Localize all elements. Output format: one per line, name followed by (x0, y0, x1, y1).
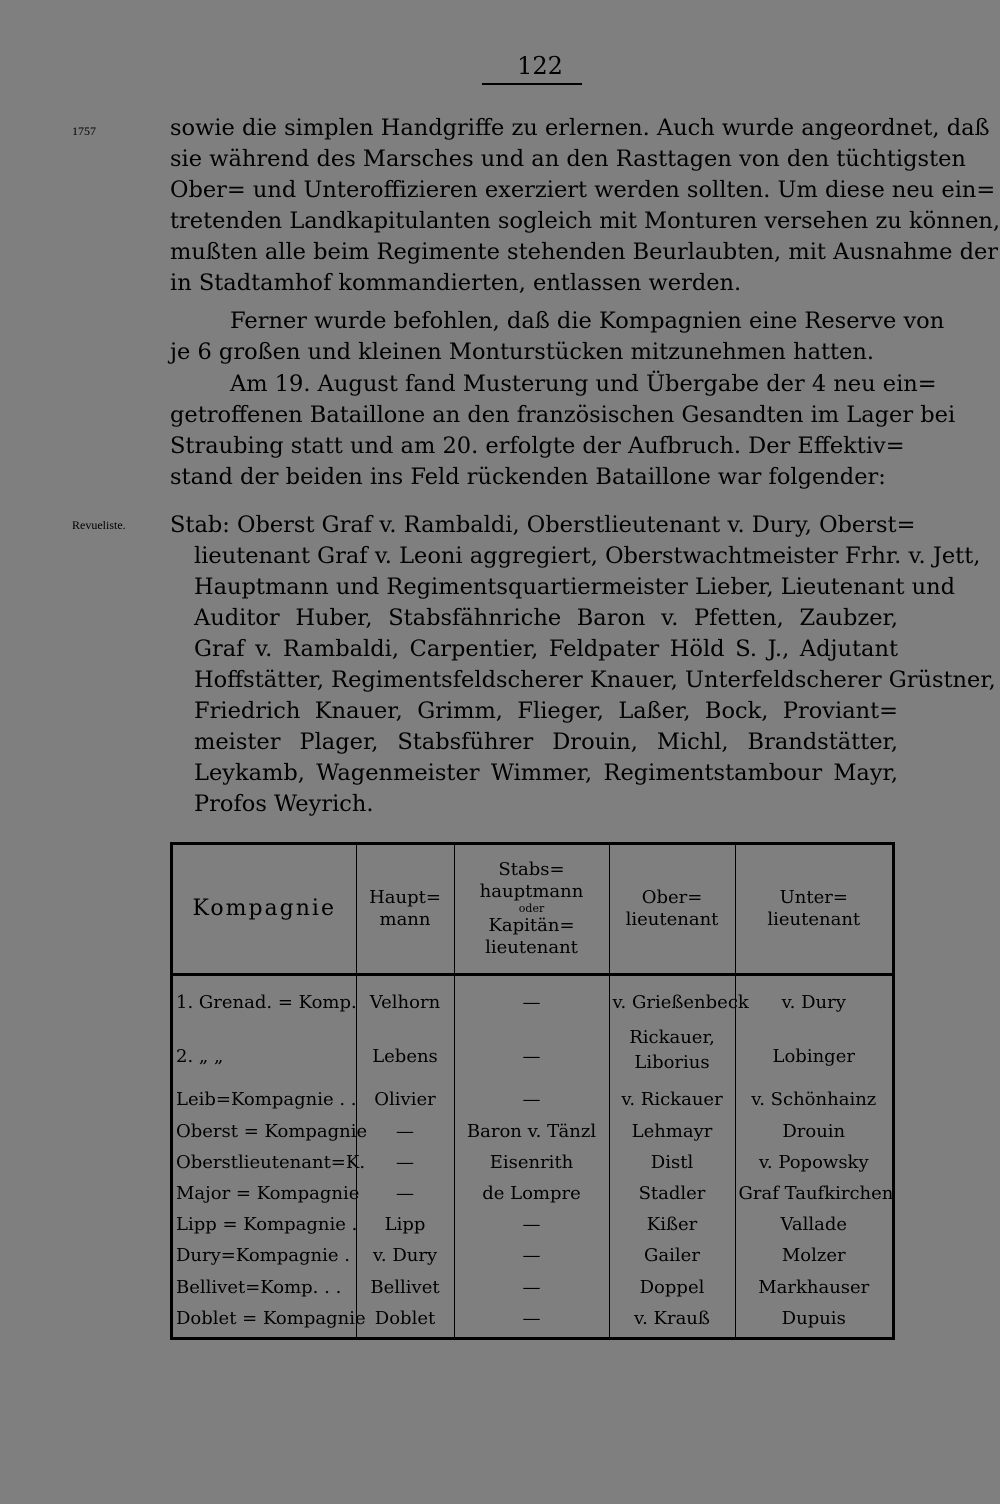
cell-kompagnie: Dury=Kompagnie . (176, 1245, 350, 1267)
header-text: Unter= (779, 887, 848, 908)
header-text: lieutenant (485, 937, 578, 958)
table-header-row (173, 845, 892, 975)
header-text: oder (518, 902, 545, 915)
cell-unterlieutenant: v. Dury (735, 975, 892, 1026)
table-row (173, 1212, 892, 1243)
cell-text: Stadler (638, 1182, 706, 1204)
staff-line: Stab: Oberst Graf v. Rambaldi, Oberstlieutenant v. Dury, Oberst= (170, 512, 916, 538)
cell-stabshauptmann: Baron v. Tänzl (454, 1119, 609, 1150)
cell-kompagnie: Lipp = Kompagnie . (176, 1214, 358, 1236)
text-line: getroffenen Bataillone an den französischen Gesandten im Lager bei (170, 402, 956, 428)
header-text: Kapitän= (488, 915, 575, 936)
cell-hauptmann: Lipp (356, 1212, 454, 1243)
cell-oberlieutenant (609, 1087, 735, 1118)
table-row (173, 1306, 892, 1337)
cell-stabshauptmann: — (454, 975, 609, 1026)
cell-text: v. Grießenbeck (612, 992, 749, 1013)
staff-line: Auditor Huber, Stabsfähnriche Baron v. Pfetten, Zaubzer, (194, 605, 898, 631)
text-line: Straubing statt und am 20. erfolgte der Aufbruch. Der Effektiv= (170, 433, 905, 459)
paragraph-1 (170, 113, 1000, 299)
text-line: Ferner wurde befohlen, daß die Kompagnien eine Reserve von (230, 308, 945, 334)
cell-unterlieutenant: Molzer (735, 1243, 892, 1274)
cell-unterlieutenant: Drouin (735, 1119, 892, 1150)
cell-text: v. Rickauer (621, 1089, 723, 1111)
header-text: lieutenant (767, 909, 861, 930)
table-row (173, 975, 892, 1026)
staff-line: Leykamb, Wagenmeister Wimmer, Regimentstambour Mayr, (194, 760, 898, 786)
staff-line: Profos Weyrich. (194, 791, 374, 817)
cell-unterlieutenant: Markhauser (735, 1275, 892, 1306)
paragraph-2 (170, 306, 945, 368)
cell-hauptmann: Velhorn (356, 975, 454, 1026)
header-oberlieutenant (609, 845, 735, 975)
header-text: Stabs= (498, 859, 565, 880)
cell-oberlieutenant (609, 1181, 735, 1212)
cell-kompagnie: Bellivet=Komp. . . (176, 1276, 342, 1298)
table-row (173, 1275, 892, 1306)
text-line: in Stadtamhof kommandierten, entlassen werden. (170, 270, 742, 296)
cell-hauptmann: — (356, 1150, 454, 1181)
header-text: hauptmann (479, 881, 584, 902)
cell-kompagnie: 2. „ „ (176, 1045, 224, 1067)
text-line: je 6 großen und kleinen Monturstücken mitzunehmen hatten. (170, 339, 875, 365)
cell-stabshauptmann: Eisenrith (454, 1150, 609, 1181)
table-row (173, 1025, 892, 1087)
staff-line: meister Plager, Stabsführer Drouin, Michl, Brandstätter, (194, 729, 898, 755)
cell-text: Liborius (634, 1052, 710, 1074)
table-row (173, 1119, 892, 1150)
text-line: mußten alle beim Regimente stehenden Beurlaubten, mit Ausnahme der (170, 239, 999, 265)
cell-hauptmann: Lebens (356, 1025, 454, 1087)
cell-kompagnie: Major = Kompagnie (176, 1182, 360, 1204)
cell-oberlieutenant (609, 1243, 735, 1274)
margin-note-source: Revueliste. (72, 518, 126, 532)
cell-unterlieutenant: Dupuis (735, 1306, 892, 1337)
text-line: Ober= und Unteroffizieren exerziert werden sollten. Um diese neu ein= (170, 177, 996, 203)
company-table-grid (173, 845, 892, 1337)
cell-unterlieutenant: Lobinger (735, 1025, 892, 1087)
cell-hauptmann: Doblet (356, 1306, 454, 1337)
cell-kompagnie: Oberstlieutenant=K. (176, 1151, 366, 1173)
staff-line: Hoffstätter, Regimentsfeldscherer Knauer, Unterfeldscherer Grüstner, (194, 667, 996, 693)
staff-line: lieutenant Graf v. Leoni aggregiert, Oberstwachtmeister Frhr. v. Jett, (194, 543, 981, 569)
cell-hauptmann: v. Dury (356, 1243, 454, 1274)
text-line: stand der beiden ins Feld rückenden Bataillone war folgender: (170, 464, 886, 490)
header-unterlieutenant (735, 845, 892, 975)
cell-oberlieutenant (609, 1212, 735, 1243)
cell-kompagnie: Leib=Kompagnie . . (176, 1089, 357, 1111)
cell-stabshauptmann: de Lompre (454, 1181, 609, 1212)
staff-line: Friedrich Knauer, Grimm, Flieger, Laßer, Bock, Proviant= (194, 698, 898, 724)
cell-kompagnie: Doblet = Kompagnie (176, 1307, 366, 1329)
company-table (170, 842, 895, 1340)
header-kompagnie: Kompagnie (173, 845, 356, 975)
cell-stabshauptmann: — (454, 1275, 609, 1306)
cell-kompagnie: 1. Grenad. = Komp. (176, 992, 357, 1013)
cell-oberlieutenant (609, 1119, 735, 1150)
cell-stabshauptmann: — (454, 1306, 609, 1337)
cell-stabshauptmann: — (454, 1025, 609, 1087)
header-rule (482, 83, 582, 85)
cell-stabshauptmann: — (454, 1087, 609, 1118)
page-number: 122 (517, 52, 563, 80)
cell-hauptmann: — (356, 1119, 454, 1150)
text-line: tretenden Landkapitulanten sogleich mit Monturen versehen zu können, (170, 208, 1000, 234)
cell-text: v. Krauß (634, 1307, 710, 1329)
text-line: sowie die simplen Handgriffe zu erlernen. Auch wurde angeordnet, daß (170, 115, 990, 141)
staff-line: Hauptmann und Regimentsquartiermeister Lieber, Lieutenant und (194, 574, 956, 600)
cell-hauptmann: — (356, 1181, 454, 1212)
cell-oberlieutenant (609, 1150, 735, 1181)
staff-line: Graf v. Rambaldi, Carpentier, Feldpater Höld S. J., Adjutant (194, 636, 898, 662)
cell-oberlieutenant (609, 975, 749, 1026)
cell-kompagnie: Oberst = Kompagnie (176, 1120, 368, 1142)
cell-oberlieutenant (609, 1275, 735, 1306)
cell-stabshauptmann: — (454, 1212, 609, 1243)
cell-text: Distl (650, 1151, 694, 1173)
margin-note-year: 1757 (72, 124, 96, 138)
table-row (173, 1243, 892, 1274)
cell-unterlieutenant: v. Schönhainz (735, 1087, 892, 1118)
text-line: sie während des Marsches und an den Rasttagen von den tüchtigsten (170, 146, 966, 172)
staff-list (170, 510, 996, 820)
cell-text: Kißer (646, 1214, 698, 1236)
cell-unterlieutenant: Graf Taufkirchen (735, 1181, 892, 1212)
header-stabshauptmann (454, 845, 609, 975)
header-text: lieutenant (625, 909, 719, 930)
cell-text: Doppel (639, 1276, 705, 1298)
cell-stabshauptmann: — (454, 1243, 609, 1274)
header-text: mann (379, 909, 431, 930)
header-text: Haupt= (369, 887, 441, 908)
cell-text: Lehmayr (631, 1120, 713, 1142)
table-row (173, 1181, 892, 1212)
header-text: Ober= (641, 887, 703, 908)
table-body (173, 975, 892, 1338)
header-hauptmann (356, 845, 454, 975)
table-row (173, 1150, 892, 1181)
cell-hauptmann: Bellivet (356, 1275, 454, 1306)
text-line: Am 19. August fand Musterung und Übergabe der 4 neu ein= (230, 371, 937, 397)
cell-oberlieutenant (609, 1306, 735, 1337)
cell-text: Rickauer, (629, 1027, 715, 1049)
cell-hauptmann: Olivier (356, 1087, 454, 1118)
table-row (173, 1087, 892, 1118)
cell-text: Gailer (644, 1245, 700, 1267)
cell-unterlieutenant: v. Popowsky (735, 1150, 892, 1181)
cell-oberlieutenant (609, 1025, 735, 1087)
paragraph-3 (170, 369, 956, 493)
cell-unterlieutenant: Vallade (735, 1212, 892, 1243)
